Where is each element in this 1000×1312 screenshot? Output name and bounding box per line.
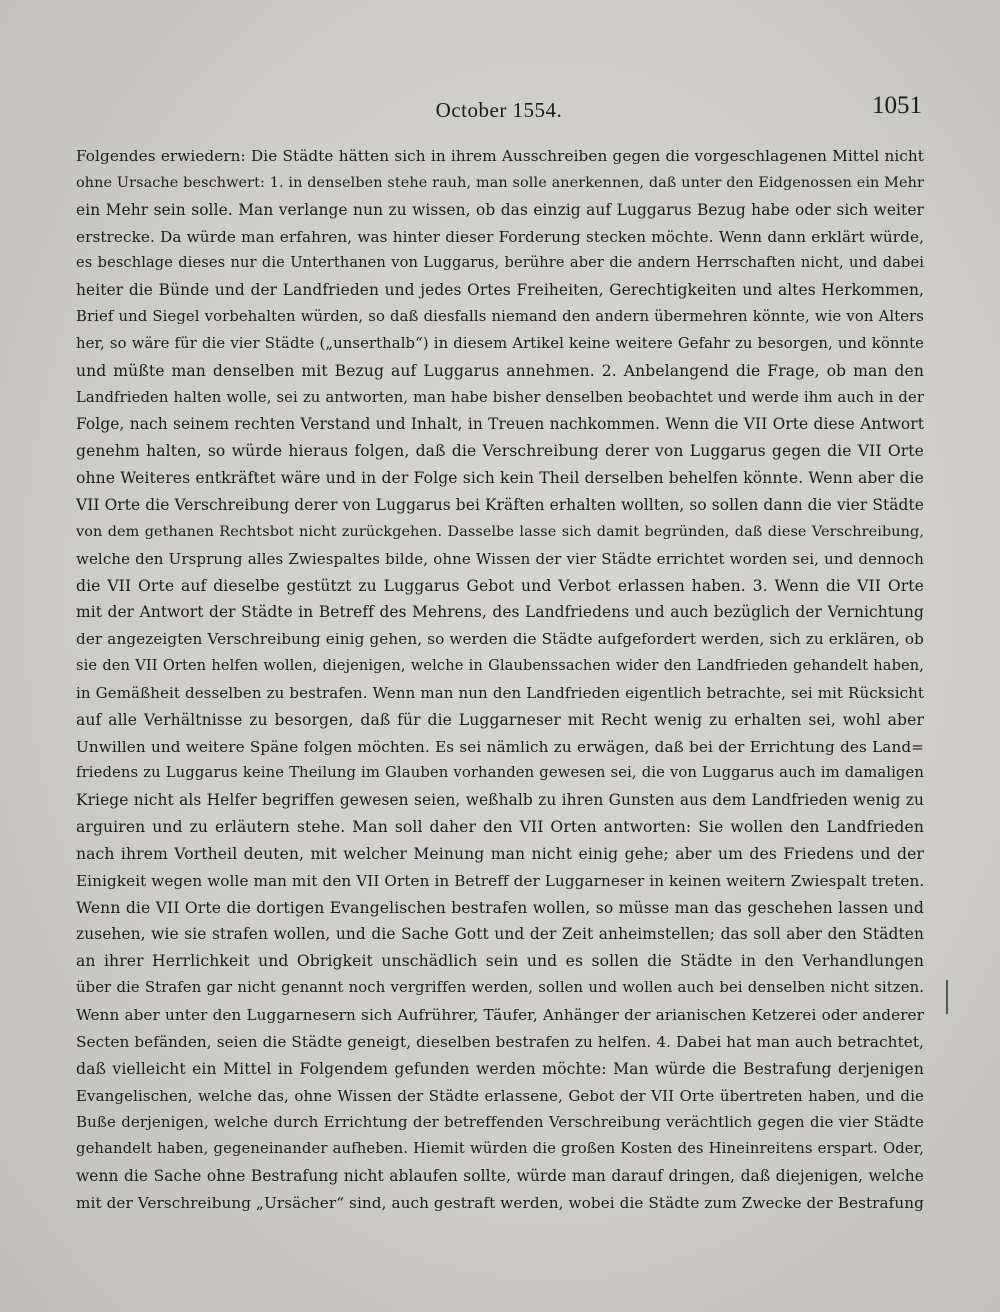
text-line: Evangelischen, welche das, ohne Wissen der Städte erlassene, Gebot der VII Orte übertreten haben, und die xyxy=(76,1086,924,1105)
text-line: der angezeigten Verschreibung einig gehen, so werden die Städte aufgefordert werden, sich zu erklären, ob xyxy=(76,630,924,649)
text-line: mit der Verschreibung „Ursächer“ sind, auch gestraft werden, wobei die Städte zum Zwecke der Bestrafung xyxy=(76,1193,924,1212)
text-line: erstrecke. Da würde man erfahren, was hinter dieser Forderung stecken möchte. Wenn dann erklärt würde, xyxy=(76,227,924,246)
text-line: VII Orte die Verschreibung derer von Luggarus bei Kräften erhalten wollten, so sollen dann die vier Städte xyxy=(76,495,924,514)
text-line: Einigkeit wegen wolle man mit den VII Orten in Betreff der Luggarneser in keinen weitern Zwiespalt treten. xyxy=(76,871,924,890)
text-line: mit der Antwort der Städte in Betreff des Mehrens, des Landfriedens und auch bezüglich der Vernichtung xyxy=(76,603,924,622)
text-line: über die Strafen gar nicht genannt noch vergriffen werden, sollen und wollen auch bei denselben nicht sitzen. xyxy=(76,979,924,997)
text-line: Folgendes erwiedern: Die Städte hätten sich in ihrem Ausschreiben gegen die vorgeschlagenen Mittel nicht xyxy=(76,147,924,165)
text-line: welche den Ursprung alles Zwiespaltes bilde, ohne Wissen der vier Städte errichtet worden sei, und dennoch xyxy=(76,549,924,568)
text-line: von dem gethanen Rechtsbot nicht zurückgehen. Dasselbe lasse sich damit begründen, daß diese Verschreibung, xyxy=(76,523,924,540)
text-line: Buße derjenigen, welche durch Errichtung der betreffenden Verschreibung verächtlich gegen die vier Städte xyxy=(76,1113,924,1132)
text-line: ein Mehr sein solle. Man verlange nun zu wissen, ob das einzig auf Luggarus Bezug habe oder sich weiter xyxy=(76,200,924,219)
text-line: Folge, nach seinem rechten Verstand und Inhalt, in Treuen nachkommen. Wenn die VII Orte diese Antwort xyxy=(76,415,924,434)
text-line: Landfrieden halten wolle, sei zu antworten, man habe bisher denselben beobachtet und werde ihm auch in der xyxy=(76,388,924,406)
page-number: 1051 xyxy=(872,92,922,119)
text-line: daß vielleicht ein Mittel in Folgendem gefunden werden möchte: Man würde die Bestrafung derjenigen xyxy=(76,1059,924,1078)
text-line: Brief und Siegel vorbehalten würden, so daß diesfalls niemand den andern übermehren könnte, wie von Alters xyxy=(76,308,924,326)
running-title: October 1554. xyxy=(435,98,563,122)
text-line: gehandelt haben, gegeneinander aufheben. Hiemit würden die großen Kosten des Hineinreitens erspart. Oder, xyxy=(76,1140,924,1158)
text-line: Wenn die VII Orte die dortigen Evangelischen bestrafen wollen, so müsse man das geschehen lassen und xyxy=(76,898,924,917)
text-line: die VII Orte auf dieselbe gestützt zu Luggarus Gebot und Verbot erlassen haben. 3. Wenn die VII Orte xyxy=(76,576,924,595)
text-line: nach ihrem Vortheil deuten, mit welcher Meinung man nicht einig gehe; aber um des Friedens und der xyxy=(76,844,924,863)
running-head xyxy=(76,92,922,128)
text-line: zusehen, wie sie strafen wollen, und die Sache Gott und der Zeit anheimstellen; das soll aber den Städten xyxy=(76,925,924,944)
body-text xyxy=(76,143,924,1217)
text-line: Unwillen und weitere Späne folgen möchten. Es sei nämlich zu erwägen, daß bei der Errichtung des Land= xyxy=(76,737,924,756)
text-line: Secten befänden, seien die Städte geneigt, dieselben bestrafen zu helfen. 4. Dabei hat man auch betrachtet, xyxy=(76,1032,924,1051)
text-line: Wenn aber unter den Luggarnesern sich Aufrührer, Täufer, Anhänger der arianischen Ketzerei oder anderer xyxy=(76,1006,924,1024)
text-line: heiter die Bünde und der Landfrieden und jedes Ortes Freiheiten, Gerechtigkeiten und altes Herkommen, xyxy=(76,281,924,300)
text-line: an ihrer Herrlichkeit und Obrigkeit unschädlich sein und es sollen die Städte in den Verhandlungen xyxy=(76,952,924,971)
margin-mark xyxy=(946,980,948,1014)
text-line: arguiren und zu erläutern stehe. Man soll daher den VII Orten antworten: Sie wollen den Landfrieden xyxy=(76,818,924,837)
text-line: und müßte man denselben mit Bezug auf Luggarus annehmen. 2. Anbelangend die Frage, ob man den xyxy=(76,361,924,380)
text-line: auf alle Verhältnisse zu besorgen, daß für die Luggarneser mit Recht wenig zu erhalten sei, wohl aber xyxy=(76,710,924,729)
text-line: wenn die Sache ohne Bestrafung nicht ablaufen sollte, würde man darauf dringen, daß diejenigen, welche xyxy=(76,1167,924,1186)
text-line: ohne Weiteres entkräftet wäre und in der Folge sich kein Theil derselben behelfen könnte. Wenn aber die xyxy=(76,469,924,488)
text-line: es beschlage dieses nur die Unterthanen von Luggarus, berühre aber die andern Herrschaften nicht, und dabei xyxy=(76,254,924,272)
text-line: ohne Ursache beschwert: 1. in denselben stehe rauh, man solle anerkennen, daß unter den Eidgenossen ein Mehr xyxy=(76,174,924,191)
text-line: friedens zu Luggarus keine Theilung im Glauben vorhanden gewesen sei, die von Luggarus auch im damaligen xyxy=(76,764,924,782)
text-line: genehm halten, so würde hieraus folgen, daß die Verschreibung derer von Luggarus gegen die VII Orte xyxy=(76,442,924,461)
text-line: her, so wäre für die vier Städte („unserthalb“) in diesem Artikel keine weitere Gefahr zu besorgen, und könnte xyxy=(76,334,924,352)
text-line: sie den VII Orten helfen wollen, diejenigen, welche in Glaubenssachen wider den Landfrieden gehandelt haben, xyxy=(76,657,924,675)
text-line: in Gemäßheit desselben zu bestrafen. Wenn man nun den Landfrieden eigentlich betrachte, sei mit Rücksicht xyxy=(76,683,924,702)
text-line: Kriege nicht als Helfer begriffen gewesen seien, weßhalb zu ihren Gunsten aus dem Landfrieden wenig zu xyxy=(76,791,924,810)
